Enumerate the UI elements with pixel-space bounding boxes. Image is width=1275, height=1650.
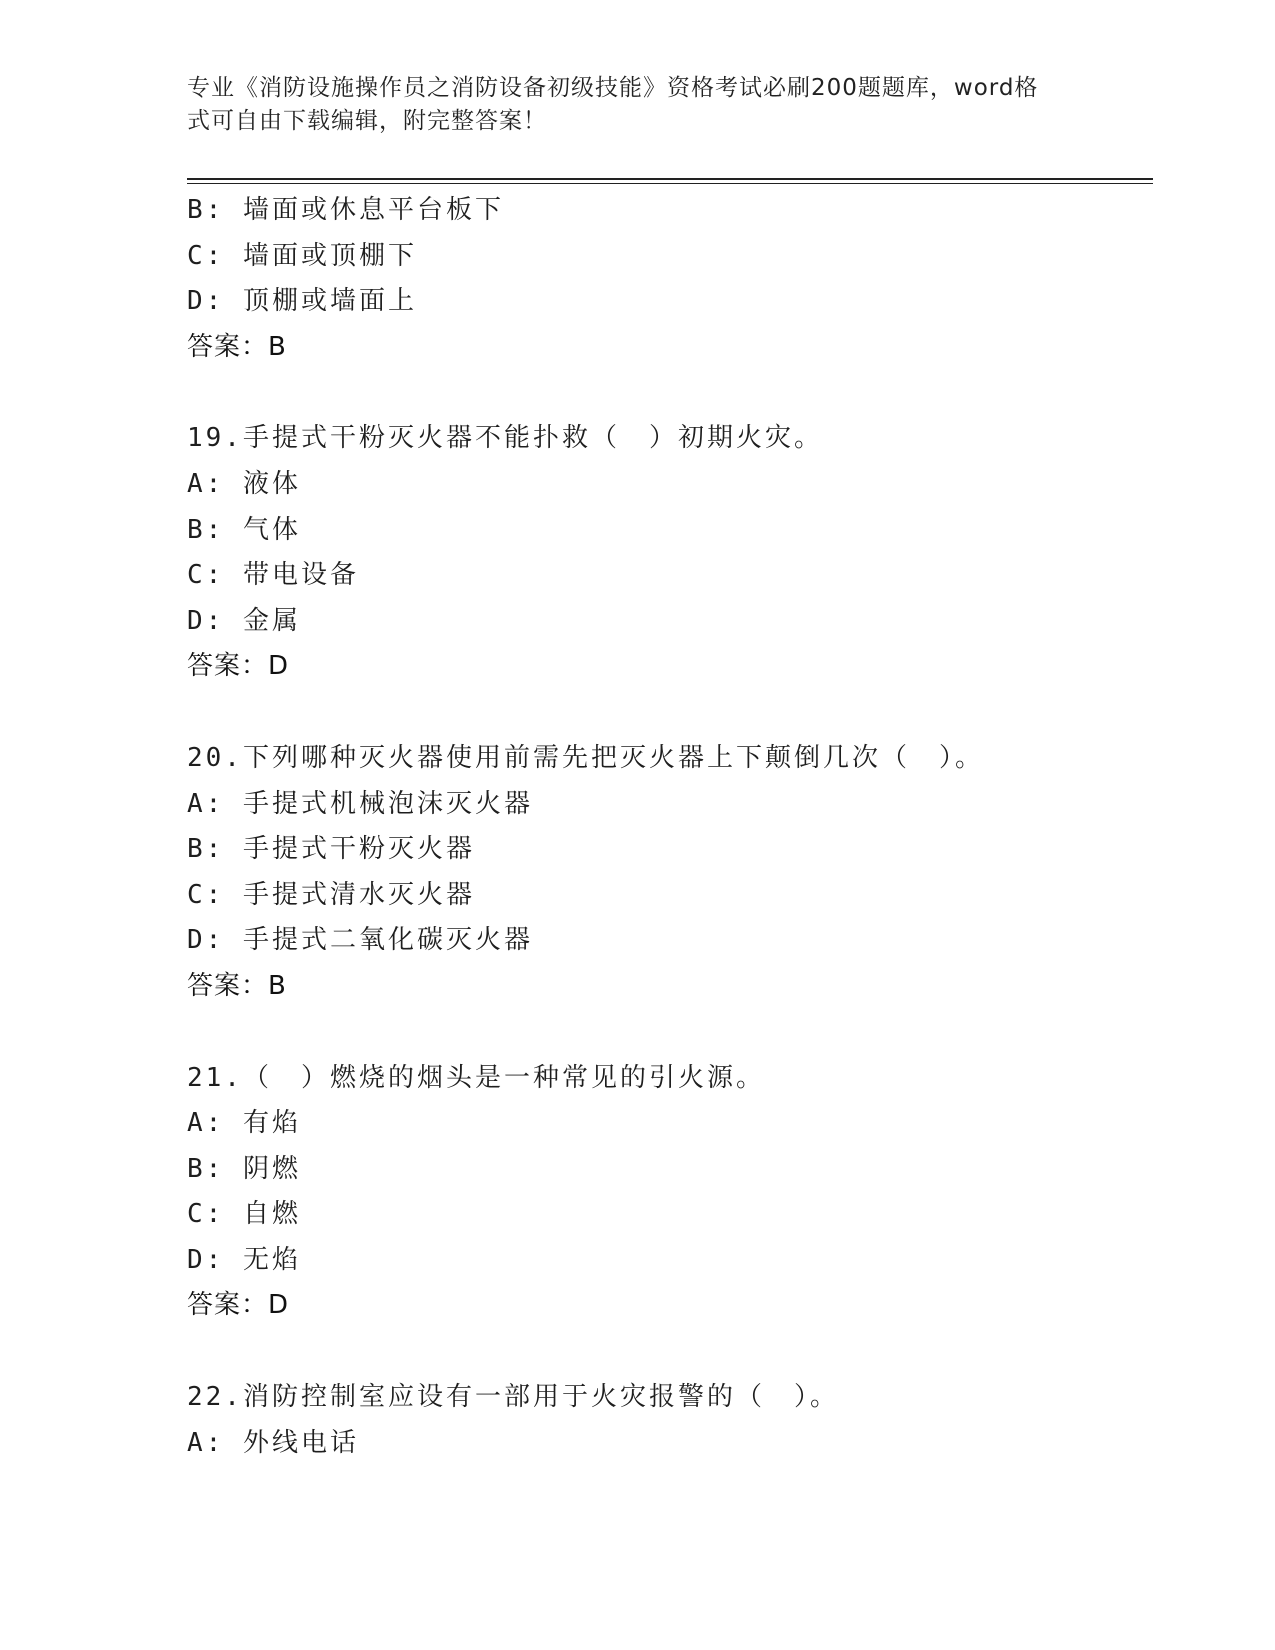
document-header (187, 72, 1067, 138)
header-divider-thick (187, 178, 1153, 180)
option-b: B: 阴燃 (187, 1153, 301, 1184)
question-stem: 20.下列哪种灭火器使用前需先把灭火器上下颠倒几次（ ）。 (187, 742, 984, 773)
header-line-1: 专业《消防设施操作员之消防设备初级技能》资格考试必刷200题题库，word格 (187, 75, 1039, 101)
question-20 (187, 736, 1147, 1010)
answer-line: 答案：B (187, 331, 287, 362)
option-d: D: 无焰 (187, 1244, 301, 1275)
option-d: D: 手提式二氧化碳灭火器 (187, 925, 533, 956)
question-22 (187, 1375, 1147, 1466)
answer-line: 答案：B (187, 970, 287, 1001)
option-a: A: 外线电话 (187, 1427, 359, 1458)
question-18-continuation (187, 188, 1147, 370)
option-c: C: 墙面或顶棚下 (187, 240, 417, 271)
answer-line: 答案：D (187, 1290, 290, 1321)
answer-line: 答案：D (187, 651, 290, 682)
question-stem: 22.消防控制室应设有一部用于火灾报警的（ ）。 (187, 1382, 839, 1413)
header-divider-thin (187, 183, 1153, 184)
question-19 (187, 416, 1147, 690)
option-d: D: 金属 (187, 605, 301, 636)
question-21 (187, 1056, 1147, 1330)
option-b: B: 气体 (187, 514, 301, 545)
option-c: C: 带电设备 (187, 560, 359, 591)
question-stem: 19.手提式干粉灭火器不能扑救（ ）初期火灾。 (187, 423, 823, 454)
question-stem: 21.（ ）燃烧的烟头是一种常见的引火源。 (187, 1062, 765, 1093)
option-c: C: 手提式清水灭火器 (187, 879, 475, 910)
option-a: A: 有焰 (187, 1108, 301, 1139)
question-list (187, 188, 1147, 1466)
header-line-2: 式可自由下载编辑，附完整答案！ (187, 108, 547, 134)
option-c: C: 自燃 (187, 1199, 301, 1230)
option-b: B: 手提式干粉灭火器 (187, 834, 475, 865)
option-a: A: 手提式机械泡沫灭火器 (187, 788, 533, 819)
option-a: A: 液体 (187, 468, 301, 499)
option-d: D: 顶棚或墙面上 (187, 286, 417, 317)
option-b: B: 墙面或休息平台板下 (187, 195, 504, 225)
